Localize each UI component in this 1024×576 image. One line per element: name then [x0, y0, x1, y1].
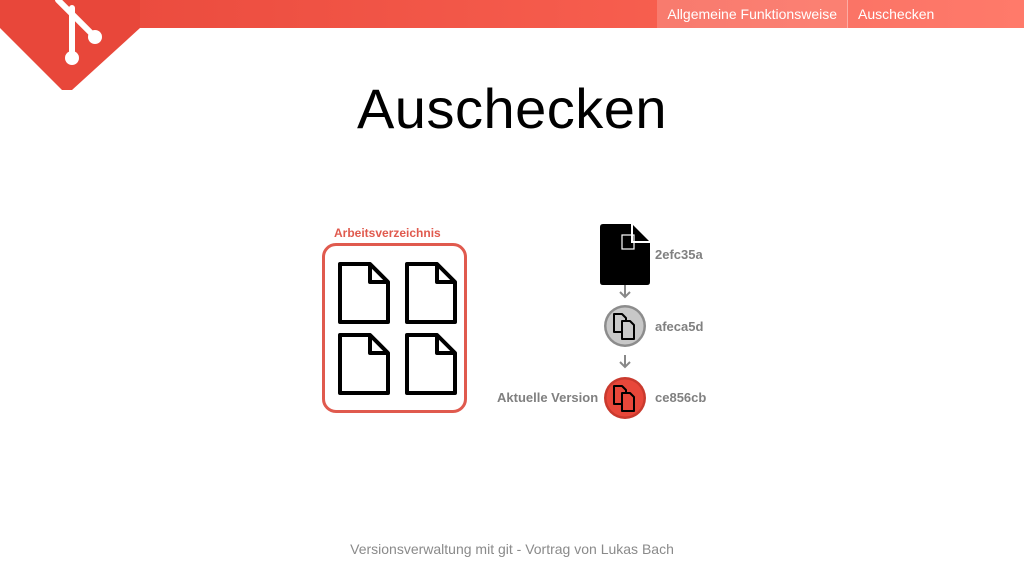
page-title: Auschecken	[356, 77, 668, 140]
file-icon	[337, 332, 391, 396]
arrow-down-icon	[619, 355, 631, 369]
commit-file-icon	[598, 223, 652, 287]
breadcrumb-item-auschecken[interactable]: Auschecken	[848, 0, 1024, 28]
commit-hash: afeca5d	[655, 319, 704, 334]
commit-node[interactable]	[603, 304, 647, 348]
working-directory-label: Arbeitsverzeichnis	[334, 226, 441, 240]
breadcrumb-item-allgemeine[interactable]: Allgemeine Funktionsweise	[657, 0, 848, 28]
current-version-label: Aktuelle Version	[497, 390, 599, 405]
footer-text: Versionsverwaltung mit git - Vortrag von Lukas Bach	[350, 541, 674, 557]
commit-hash: ce856cb	[655, 390, 707, 405]
breadcrumb	[657, 0, 1024, 28]
file-icon	[404, 332, 458, 396]
file-icon	[337, 261, 391, 325]
commit-node-current[interactable]	[603, 376, 647, 420]
arrow-down-icon	[619, 285, 631, 299]
file-icon	[404, 261, 458, 325]
commit-hash: 2efc35a	[655, 247, 703, 262]
